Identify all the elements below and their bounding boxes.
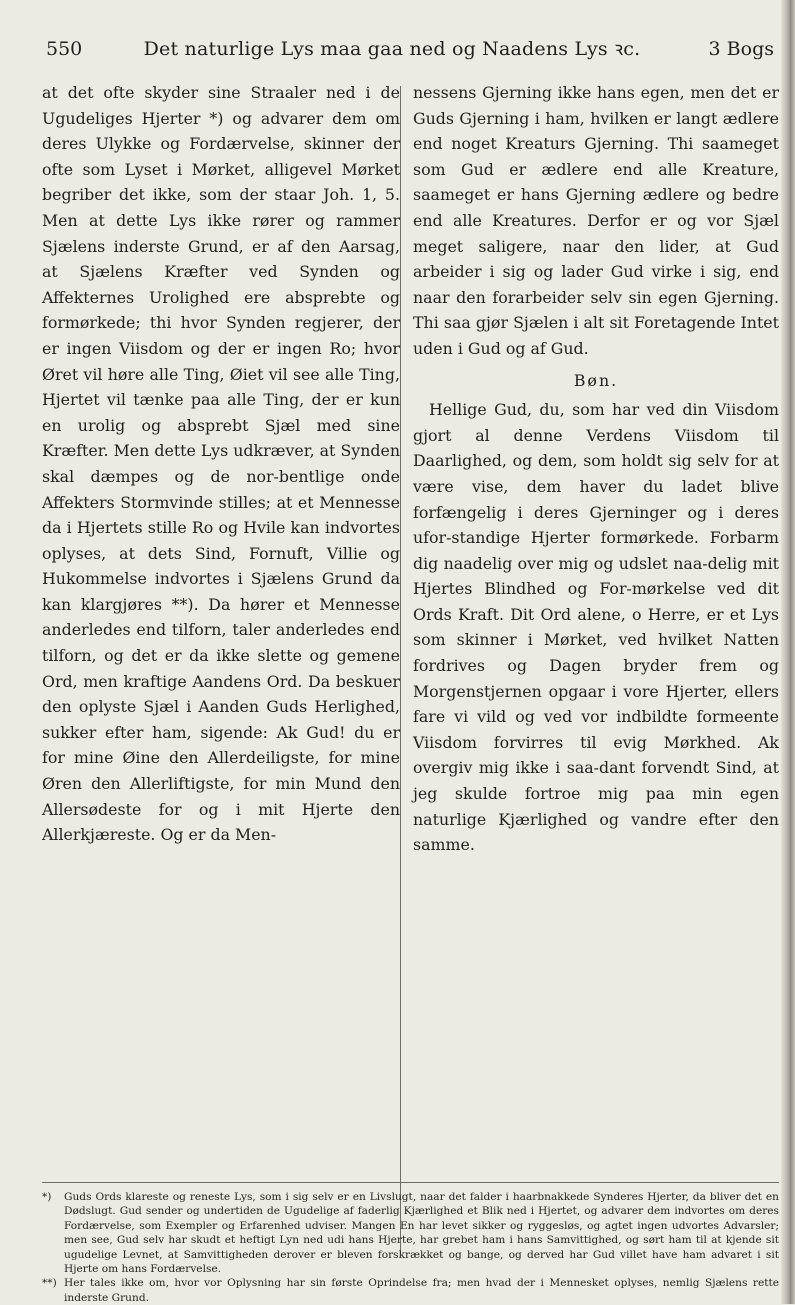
page-number: 550 [46,38,83,60]
running-title: Det naturlige Lys maa gaa ned og Naadens Lys ꝛc. [143,38,641,60]
footnote-marker: **) [42,1277,57,1290]
book-section: 3 Bogs [708,38,774,60]
right-column [413,80,779,858]
right-column-text: nessens Gjerning ikke hans egen, men det er Guds Gjerning i ham, hvilken er langt ædlere end noget Kreaturs Gjerning. Thi saameget som Gud er ædlere end alle Kreature, saameget er hans Gjerning ædlere og bedre end alle Kreatures. Derfor er og vor Sjæl meget saligere, naar den lider, at Gud arbeider i sig og lader Gud virke i sig, end naar den forarbeider selv sin egen Gjerning. Thi saa gjør Sjælen i alt sit Foretagende Intet uden i Gud og af Gud. [413,83,779,358]
footnote-marker: *) [42,1191,52,1203]
footnote-text: Guds Ords klareste og reneste Lys, som i sig selv er en Livslugt, naar det falder i haarbnakkede Synderes Hjerter, da bliver det en Dødslugt. Gud sender og undertiden de Ugudelige af faderlig Kjærlighed et Blik ned i Hjertet, og advarer dem indvortes om deres Fordærvelse, som Exempler og Erfarenhed udviser. Mangen En har levet sikker og ryggesløs, og agtet ingen udvortes Advarsler; men see, Gud selv har skudt et heftigt Lyn ned udi hans Hjerte, har grebet ham i hans Samvittighed, og sørt ham til at kjende sit ugudelige Levnet, at Samvittigheden derover er bleven forskrækket og bange, og derved har Gud villet have ham advaret i sit Hjerte om hans Fordærvelse. [64,1191,779,1276]
left-column-text: at det ofte skyder sine Straaler ned i de Ugudeliges Hjerter *) og advarer dem om deres Ulykke og Fordærvelse, skinner der ofte som Lyset i Mørket, alligevel Mørket begriber det ikke, som der staar Joh. 1, 5. Men at dette Lys ikke rører og rammer Sjælens inderste Grund, er af den Aarsag, at Sjælens Kræfter ved Synden og Affekternes Urolighed ere absprebte og formørkede; thi hvor Synden regjerer, der er ingen Viisdom og der er ingen Ro; hvor Øret vil høre alle Ting, Øiet vil see alle Ting, Hjertet vil tænke paa alle Ting, der er kun en urolig og absprebt Sjæl med sine Kræfter. Men dette Lys udkræver, at Synden skal dæmpes og de nor-bentlige onde Affekters Stormvinde stilles; at et Mennesse da i Hjertets stille Ro og Hvile kan indvortes oplyses, at dets Sind, Fornuft, Villie og Hukommelse indvortes i Sjælens Grund da kan klargjøres **). Da hører et Mennesse anderledes end tilforn, taler anderledes end tilforn, og det er da ikke slette og gemene Ord, men kraftige Aandens Ord. Da beskuer den oplyste Sjæl i Aanden Guds Herlighed, sukker efter ham, sigende: Ak Gud! du er for mine Øine den Allerdeiligste, for mine Øren den Allerliftigste, for min Mund den Allersødeste for og i mit Hjerte den Allerkjæreste. Og er da Men- [42,83,400,845]
column-divider [400,86,401,1254]
footnote-text: Her tales ikke om, hvor vor Oplysning har sin første Oprindelse fra; men hvad der i Mennesket oplyses, nemlig Sjælens rette inderste Grund. [64,1277,779,1304]
running-header [46,34,774,64]
prayer-heading: Bøn. [573,370,619,390]
footnote [42,1190,779,1276]
page-edge [781,0,795,1304]
footnote [42,1276,779,1305]
footnote-divider [42,1182,779,1183]
footnotes [42,1190,779,1305]
left-column [42,80,400,848]
prayer-text: Hellige Gud, du, som har ved din Viisdom gjort al denne Verdens Viisdom til Daarlighed, og dem, som holdt sig selv for at være vise, dem haver du ladet blive forfængelig i deres Gjerninger og i deres ufor-standige Hjerter formørkede. Forbarm dig naadelig over mig og udslet naa-delig mit Hjertes Blindhed og For-mørkelse ved dit Ords Kraft. Dit Ord alene, o Herre, er et Lys som skinner i Mørket, ved hvilket Natten fordrives og Dagen bryder frem og Morgenstjernen opgaar i vore Hjerter, ellers fare vi vild og ved vor indbildte formeente Viisdom forvirres til evig Mørkhed. Ak overgiv mig ikke i saa-dant forvendt Sind, at jeg skulde fortroe mig paa min egen naturlige Kjærlighed og vandre efter den samme. [413,400,779,855]
